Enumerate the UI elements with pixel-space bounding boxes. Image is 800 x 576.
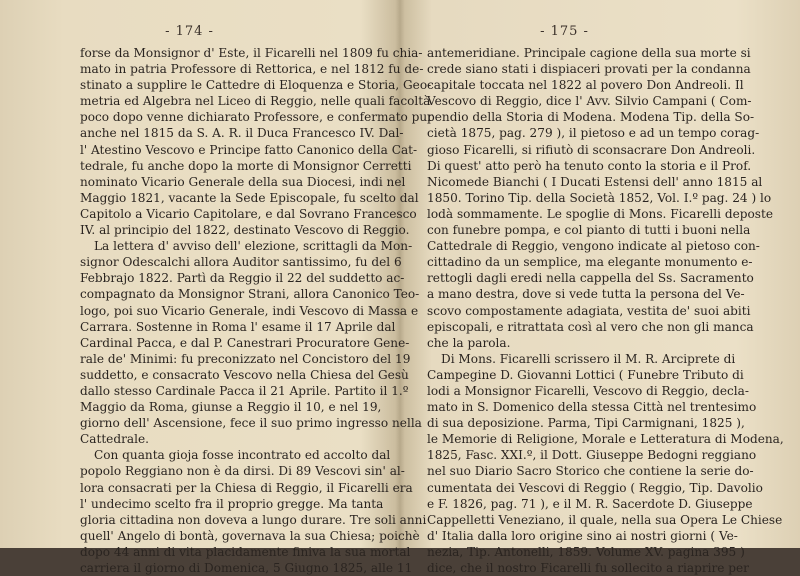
left-page-text (80, 45, 433, 576)
text-line: rale de' Minimi: fu preconizzato nel Concistoro del 19 (80, 351, 411, 366)
text-line: Vescovo di Reggio, dice l' Avv. Silvio Campani ( Com- (427, 94, 752, 109)
text-line: lora consacrati per la Chiesa di Reggio, il Ficarelli era (80, 480, 413, 495)
text-line: nel suo Diario Sacro Storico che contiene la serie do- (427, 464, 754, 479)
text-line: poco dopo venne dichiarato Professore, e confermato pur (80, 110, 433, 125)
text-line: Capitolo a Vicario Capitolare, e dal Sovrano Francesco (80, 206, 417, 221)
text-line: nezia, Tip. Antonelli, 1859. Volume XV. pagina 395 ) (427, 544, 745, 559)
text-line: cietà 1875, pag. 279 ), il pietoso e ad un tempo corag- (427, 126, 760, 141)
text-line: Maggio da Roma, giunse a Reggio il 10, e nel 19, (80, 400, 382, 415)
text-line: logo, poi suo Vicario Generale, indi Vescovo di Massa e (80, 303, 419, 318)
text-line: signor Odescalchi allora Auditor santissimo, fu del 6 (80, 255, 402, 270)
text-line: giorno dell' Ascensione, fece il suo primo ingresso nella (80, 416, 422, 431)
text-line: anche nel 1815 da S. A. R. il Duca Francesco IV. Dal- (80, 126, 404, 141)
text-line: carriera il giorno di Domenica, 5 Giugno 1825, alle 11 (80, 561, 413, 575)
text-line: Maggio 1821, vacante la Sede Episcopale, fu scelto dal (80, 190, 419, 205)
text-line: Cattedrale. (80, 432, 149, 447)
text-line: lodà sommamente. Le spoglie di Mons. Ficarelli deposte (427, 206, 774, 221)
text-line: mato in patria Professore di Rettorica, e nel 1812 fu de- (80, 62, 424, 77)
text-line: Con quanta gioja fosse incontrato ed accolto dal (94, 448, 391, 463)
text-line: pendio della Storia di Modena. Modena Tip. della So- (427, 110, 755, 125)
text-line: lodi a Monsignor Ficarelli, Vescovo di Reggio, decla- (427, 383, 749, 398)
text-line: Cattedrale di Reggio, vengono indicate al pietoso con- (427, 239, 760, 254)
left-page-number: - 174 - (165, 24, 214, 39)
text-line: scovo compostamente adagiata, vestita de' suoi abiti (427, 303, 751, 318)
text-line: episcopali, e ritrattata così al vero che non gli manca (427, 319, 754, 334)
text-line: le Memorie di Religione, Morale e Letteratura di Modena, (427, 432, 784, 447)
text-line: e F. 1826, pag. 71 ), e il M. R. Sacerdote D. Giuseppe (427, 496, 753, 511)
text-line: popolo Reggiano non è da dirsi. Di 89 Vescovi sin' al- (80, 464, 405, 479)
text-line: 1825, Fasc. XXI.º, il Dott. Giuseppe Bedogni reggiano (427, 448, 757, 463)
text-line: Di quest' atto però ha tenuto conto la storia e il Prof. (427, 158, 752, 173)
text-line: di sua deposizione. Parma, Tipi Carmignani, 1825 ), (427, 416, 745, 431)
text-line: rettogli dagli eredi nella cappella del Ss. Sacramento (427, 271, 754, 286)
text-line: che la parola. (427, 335, 511, 350)
text-line: IV. al principio del 1822, destinato Vescovo di Reggio. (80, 223, 410, 238)
text-line: Febbrajo 1822. Partì da Reggio il 22 del suddetto ac- (80, 271, 405, 286)
text-line: Nicomede Bianchi ( I Ducati Estensi dell' anno 1815 al (427, 174, 763, 189)
text-line: Cappelletti Veneziano, il quale, nella sua Opera Le Chiese (427, 512, 783, 527)
text-line: dice, che il nostro Ficarelli fu sollecito a riaprire per (427, 561, 749, 575)
right-page-text (427, 45, 784, 576)
text-line: gioso Ficarelli, si rifiutò di sconsacrare Don Andreoli. (427, 142, 756, 157)
text-line: Carrara. Sostenne in Roma l' esame il 17 Aprile dal (80, 319, 396, 334)
text-line: 1850. Torino Tip. della Società 1852, Vol. I.º pag. 24 ) lo (427, 190, 772, 205)
text-line: Campegine D. Giovanni Lottici ( Funebre Tributo di (427, 367, 744, 382)
text-line: capitale toccata nel 1822 al povero Don Andreoli. Il (427, 78, 744, 93)
text-line: mato in S. Domenico della stessa Città nel trentesimo (427, 400, 757, 415)
text-line: compagnato da Monsignor Strani, allora Canonico Teo- (80, 287, 420, 302)
text-line: La lettera d' avviso dell' elezione, scrittagli da Mon- (94, 239, 413, 254)
text-line: con funebre pompa, e col pianto di tutti i buoni nella (427, 223, 751, 238)
text-line: quell' Angelo di bontà, governava la sua Chiesa; poichè (80, 528, 420, 543)
text-line: l' Atestino Vescovo e Principe fatto Canonico della Cat- (80, 142, 418, 157)
text-line: forse da Monsignor d' Este, il Ficarelli nel 1809 fu chia- (80, 46, 423, 60)
text-line: dallo stesso Cardinale Pacca il 21 Aprile. Partito il 1.º (80, 383, 409, 398)
text-line: stinato a supplire le Cattedre di Eloquenza e Storia, Geo- (80, 78, 432, 93)
text-line: gloria cittadina non doveva a lungo durare. Tre soli anni (80, 512, 427, 527)
text-line: d' Italia dalla loro origine sino ai nostri giorni ( Ve- (427, 528, 738, 543)
text-line: a mano destra, dove si vede tutta la persona del Ve- (427, 287, 745, 302)
text-line: Di Mons. Ficarelli scrissero il M. R. Arciprete di (441, 351, 736, 366)
text-line: l' undecimo scelto fra il proprio gregge. Ma tanta (80, 496, 384, 511)
text-line: dopo 44 anni di vita placidamente finiva la sua mortal (80, 544, 411, 559)
text-line: crede siano stati i dispiaceri provati per la condanna (427, 62, 751, 77)
text-line: metria ed Algebra nel Liceo di Reggio, nelle quali facoltà (80, 94, 431, 109)
text-line: cumentata dei Vescovi di Reggio ( Reggio, Tip. Davolio (427, 480, 763, 495)
text-line: nominato Vicario Generale della sua Diocesi, indi nel (80, 174, 406, 189)
right-page-number: - 175 - (540, 24, 589, 39)
text-line: antemeridiane. Principale cagione della sua morte si (427, 46, 751, 60)
text-line: Cardinal Pacca, e dal P. Canestrari Procuratore Gene- (80, 335, 410, 350)
text-line: cittadino da un semplice, ma elegante monumento e- (427, 255, 753, 270)
text-line: suddetto, e consacrato Vescovo nella Chiesa del Gesù (80, 367, 409, 382)
text-line: tedrale, fu anche dopo la morte di Monsignor Cerretti (80, 158, 412, 173)
